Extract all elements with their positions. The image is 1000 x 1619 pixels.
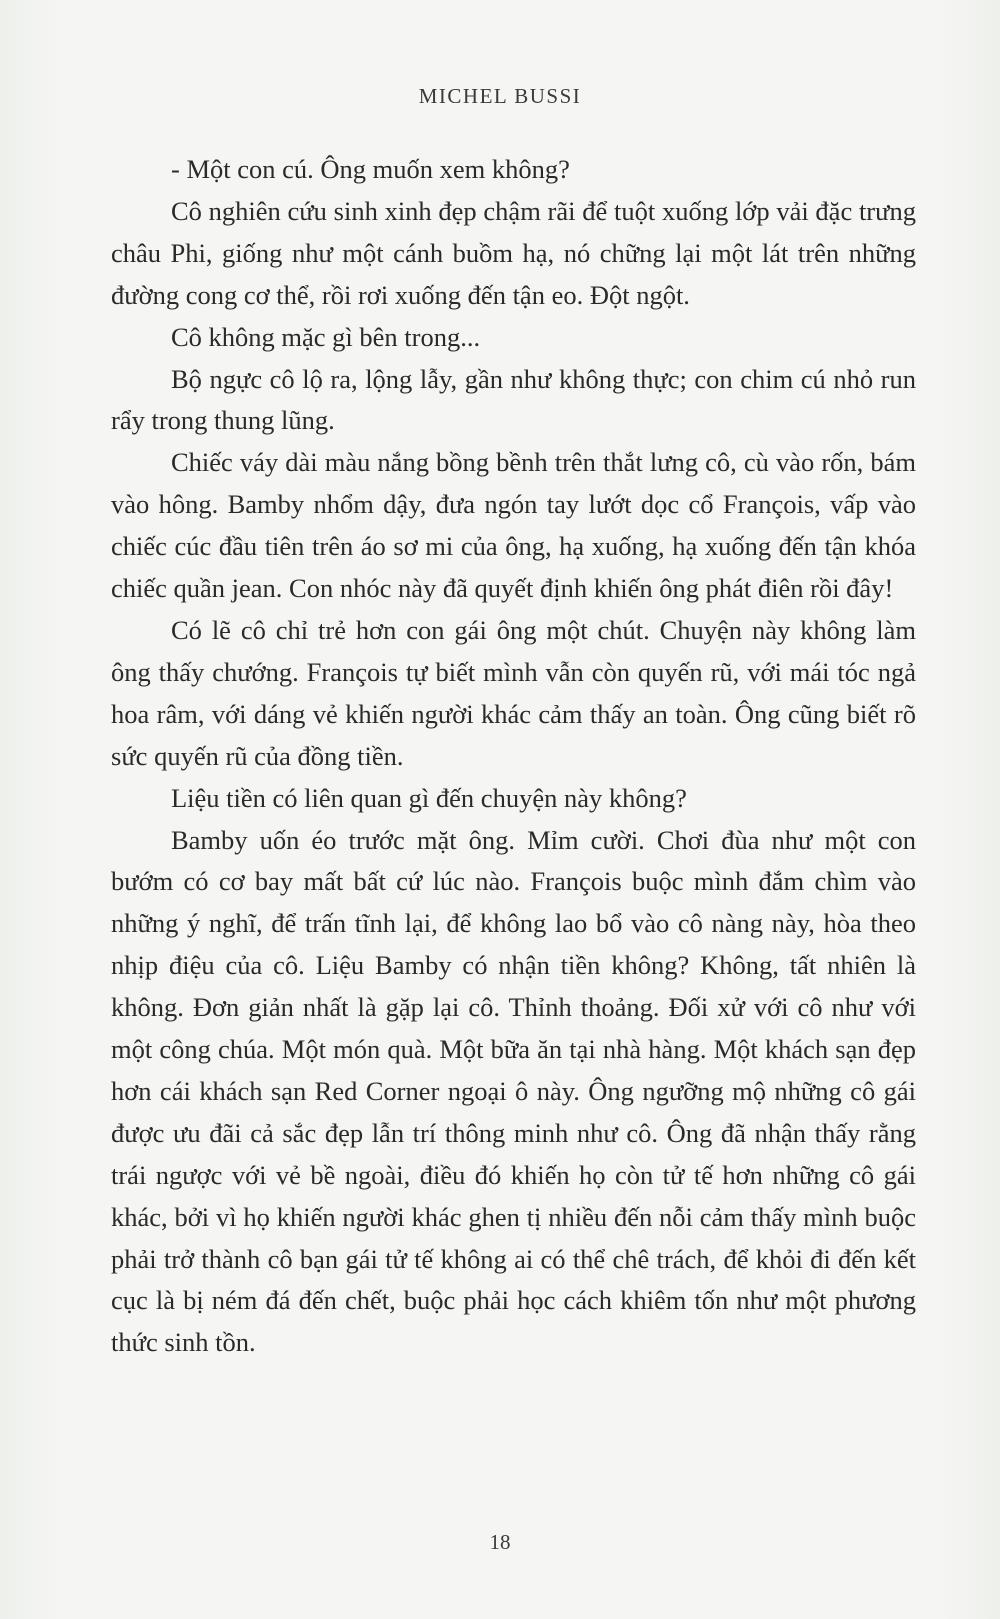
paragraph: Cô không mặc gì bên trong...	[171, 321, 481, 352]
paragraph: Có lẽ cô chỉ trẻ hơn con gái ông một chút. Chuyện này không làm ông thấy chướng. François tự biết mình vẫn còn quyến rũ, với mái tóc ngả hoa râm, với dáng vẻ khiến người khác cảm thấy an toàn. Ông cũng biết rõ sức quyến rũ của đồng tiền.	[111, 614, 916, 771]
body-text	[111, 149, 916, 1364]
paragraph: Cô nghiên cứu sinh xinh đẹp chậm rãi để tuột xuống lớp vải đặc trưng châu Phi, giống như một cánh buồm hạ, nó chững lại một lát trên những đường cong cơ thể, rồi rơi xuống đến tận eo. Đột ngột.	[111, 195, 916, 310]
paragraph: Bộ ngực cô lộ ra, lộng lẫy, gần như không thực; con chim cú nhỏ run rẩy trong thung lũng.	[111, 363, 916, 436]
paragraph: Liệu tiền có liên quan gì đến chuyện này không?	[171, 782, 687, 813]
paragraph: Chiếc váy dài màu nắng bồng bềnh trên thắt lưng cô, cù vào rốn, bám vào hông. Bamby nhổm dậy, đưa ngón tay lướt dọc cổ François, vấp vào chiếc cúc đầu tiên trên áo sơ mi của ông, hạ xuống, hạ xuống đến tận khóa chiếc quần jean. Con nhóc này đã quyết định khiến ông phát điên rồi đây!	[111, 447, 916, 604]
paragraph: - Một con cú. Ông muốn xem không?	[171, 154, 570, 184]
running-header: MICHEL BUSSI	[418, 84, 582, 108]
paragraph: Bamby uốn éo trước mặt ông. Mỉm cười. Chơi đùa như một con bướm có cơ bay mất bất cứ lúc nào. François buộc mình đắm chìm vào những ý nghĩ, để trấn tĩnh lại, để không lao bổ vào cô nàng này, hòa theo nhịp điệu của cô. Liệu Bamby có nhận tiền không? Không, tất nhiên là không. Đơn giản nhất là gặp lại cô. Thỉnh thoảng. Đối xử với cô như với một công chúa. Một món quà. Một bữa ăn tại nhà hàng. Một khách sạn đẹp hơn cái khách sạn Red Corner ngoại ô này. Ông ngưỡng mộ những cô gái được ưu đãi cả sắc đẹp lẫn trí thông minh như cô. Ông đã nhận thấy rằng trái ngược với vẻ bề ngoài, điều đó khiến họ còn tử tế hơn những cô gái khác, bởi vì họ khiến người khác ghen tị nhiều đến nỗi cảm thấy mình buộc phải trở thành cô bạn gái tử tế không ai có thể chê trách, để khỏi đi đến kết cục là bị ném đá đến chết, buộc phải học cách khiêm tốn như một phương thức sinh tồn.	[111, 824, 916, 1358]
page-number: 18	[489, 1530, 511, 1554]
